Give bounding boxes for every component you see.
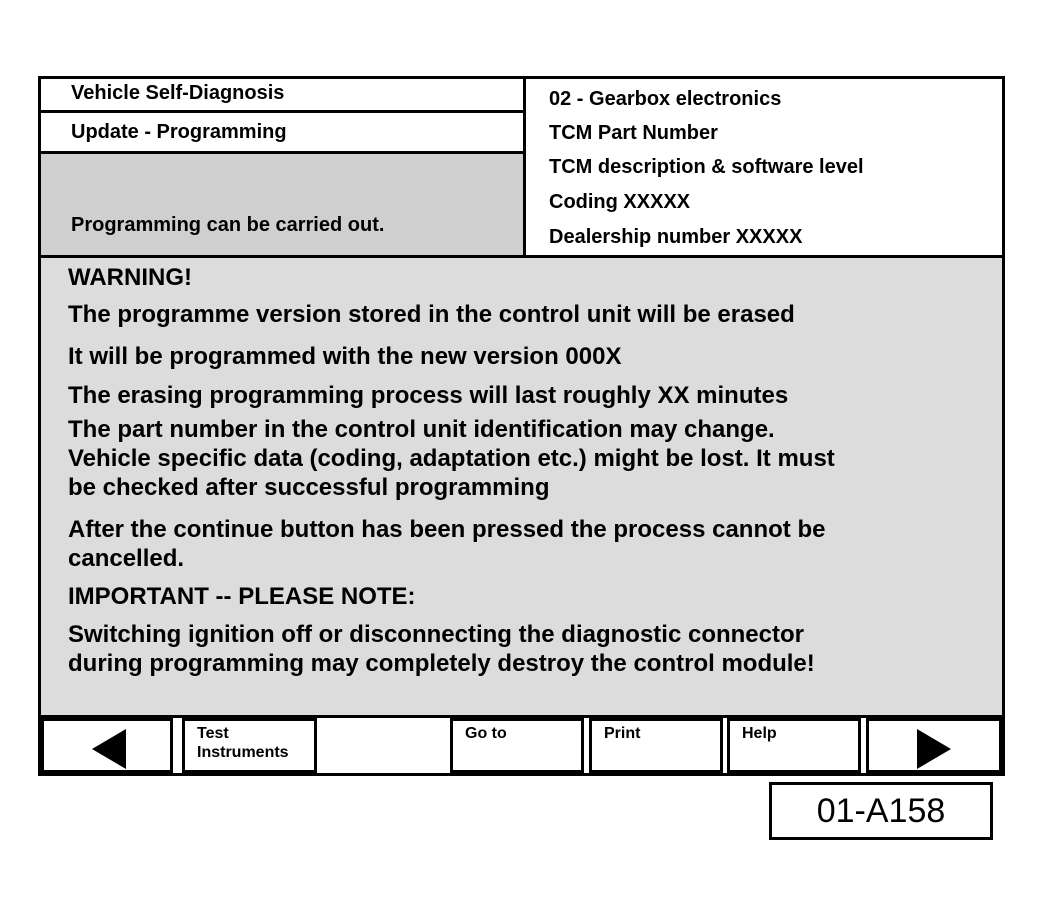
test-instruments-label-line2: Instruments: [197, 744, 289, 761]
bottom-nav: [41, 715, 1002, 773]
warning-line: Switching ignition off or disconnecting the diagnostic connector: [68, 621, 804, 648]
warning-line: Vehicle specific data (coding, adaptation etc.) might be lost. It must: [68, 445, 835, 472]
warning-line: during programming may completely destroy the control module!: [68, 650, 815, 677]
screen-title: Vehicle Self-Diagnosis: [71, 82, 285, 104]
warning-line: It will be programmed with the new version 000X: [68, 343, 622, 370]
help-button[interactable]: [727, 718, 861, 773]
subtitle-row: [41, 113, 523, 154]
test-instruments-label: [197, 724, 289, 762]
screen-subtitle: Update - Programming: [71, 121, 287, 143]
important-heading: IMPORTANT -- PLEASE NOTE:: [68, 583, 416, 610]
warning-line: be checked after successful programming: [68, 474, 550, 501]
warning-line: cancelled.: [68, 545, 185, 572]
go-to-button[interactable]: [450, 718, 584, 773]
warning-heading: WARNING!: [68, 264, 192, 291]
print-button[interactable]: [589, 718, 723, 773]
forward-button[interactable]: [866, 718, 1002, 773]
test-instruments-label-line1: Test: [197, 725, 229, 742]
control-unit-label: 02 - Gearbox electronics: [549, 88, 782, 110]
header-left-panel: [41, 79, 526, 255]
status-message: Programming can be carried out.: [71, 214, 385, 236]
warning-line: After the continue button has been pressed the process cannot be: [68, 516, 826, 543]
warning-line: The part number in the control unit identification may change.: [68, 416, 775, 443]
dealership-label: Dealership number XXXXX: [549, 226, 803, 248]
figure-id-label: 01-A158: [769, 782, 993, 840]
diagnosis-screen: [38, 76, 1005, 776]
test-instruments-button[interactable]: [182, 718, 317, 773]
coding-label: Coding XXXXX: [549, 191, 691, 213]
title-row: [41, 79, 523, 113]
header-right-panel: [526, 79, 1002, 255]
arrow-right-icon: [917, 729, 951, 769]
help-label: Help: [742, 725, 777, 742]
go-to-label: Go to: [465, 725, 507, 742]
warning-line: The programme version stored in the control unit will be erased: [68, 301, 795, 328]
arrow-left-icon: [92, 729, 126, 769]
software-level-label: TCM description & software level: [549, 156, 864, 178]
warning-panel: [41, 255, 1002, 715]
status-panel: [41, 154, 523, 255]
warning-line: The erasing programming process will last roughly XX minutes: [68, 382, 789, 409]
back-button[interactable]: [41, 718, 173, 773]
part-number-label: TCM Part Number: [549, 122, 718, 144]
print-label: Print: [604, 725, 641, 742]
